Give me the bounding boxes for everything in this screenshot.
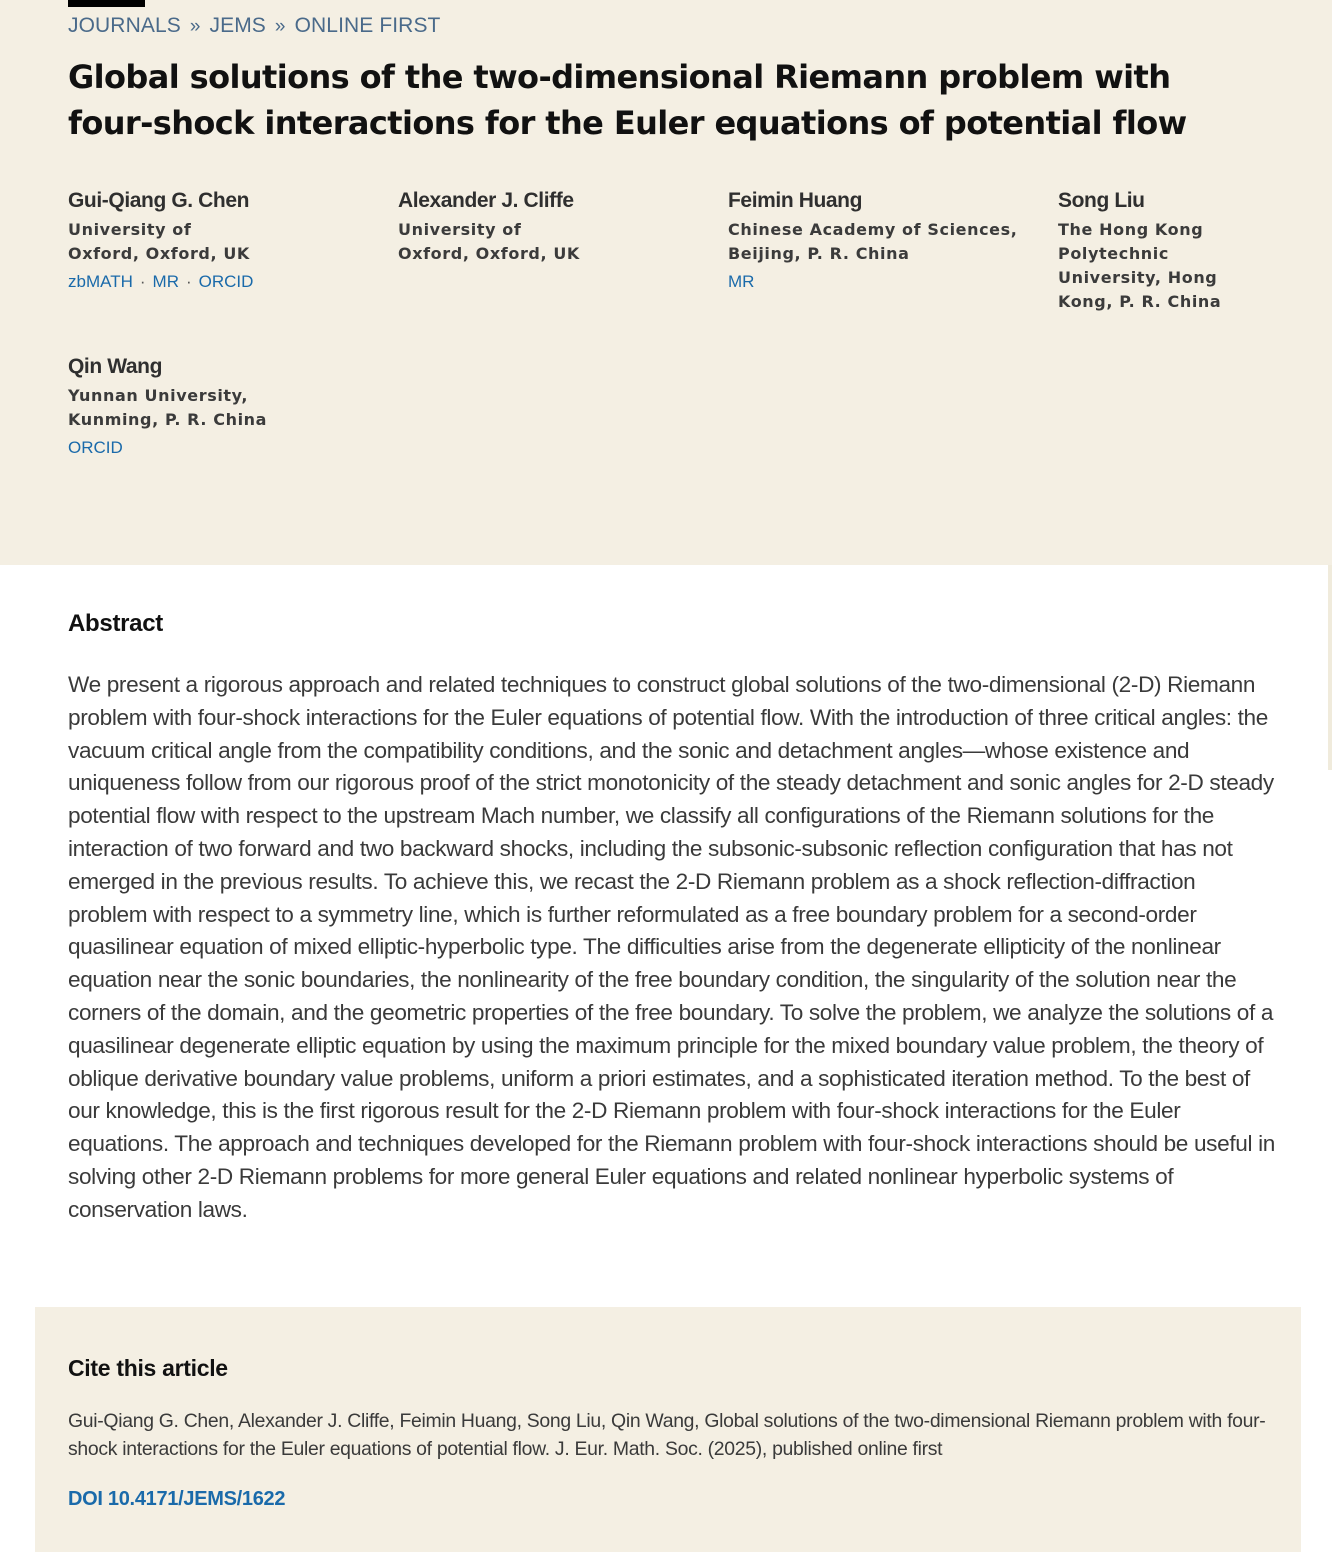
breadcrumb-online-first[interactable]: ONLINE FIRST — [294, 14, 441, 37]
author-card — [728, 186, 1058, 314]
author-name: Qin Wang — [68, 355, 163, 378]
breadcrumb-jems[interactable]: JEMS — [209, 14, 266, 37]
abstract-heading: Abstract — [68, 610, 163, 637]
author-affiliation: Chinese Academy of Sciences, Beijing, P. R. China — [728, 220, 1018, 263]
doi-link[interactable]: DOI 10.4171/JEMS/1622 — [68, 1488, 286, 1510]
author-links — [728, 270, 1058, 294]
author-list — [68, 186, 1298, 460]
author-links — [68, 436, 398, 460]
author-card — [1058, 186, 1298, 314]
breadcrumb-separator: » — [274, 16, 286, 37]
breadcrumb — [68, 14, 440, 38]
mr-link[interactable]: MR — [728, 272, 755, 291]
author-name: Gui-Qiang G. Chen — [68, 189, 250, 212]
cite-article-box — [35, 1307, 1301, 1552]
citation-text: Gui-Qiang G. Chen, Alexander J. Cliffe, Feimin Huang, Song Liu, Qin Wang, Global solutions of the two-dimensional Riemann problem with four-shock interactions for the Euler equations of potential flow. J. Eur. Math. Soc. (2025), published online first — [68, 1410, 1266, 1460]
link-separator: · — [139, 272, 146, 291]
author-affiliation: University of Oxford, Oxford, UK — [68, 220, 250, 263]
article-header — [0, 0, 1332, 565]
author-card — [398, 186, 728, 314]
author-affiliation: University of Oxford, Oxford, UK — [398, 220, 580, 263]
zbmath-link[interactable]: zbMATH — [68, 272, 133, 291]
breadcrumb-journals[interactable]: JOURNALS — [68, 14, 181, 37]
abstract-text: We present a rigorous approach and related techniques to construct global solutions of the two-dimensional (2-D) Riemann problem with four-shock interactions for the Euler equations of potential flow. With the introduction of three critical angles: the vacuum critical angle from the compatibility conditions, and the sonic and detachment angles—whose existence and uniqueness follow from our rigorous proof of the strict monotonicity of the steady detachment and sonic angles for 2-D steady potential flow with respect to the upstream Mach number, we classify all configurations of the Riemann solutions for the interaction of two forward and two backward shocks, including the subsonic-subsonic reflection configuration that has not emerged in the previous results. To achieve this, we recast the 2-D Riemann problem as a shock reflection-diffraction problem with respect to a symmetry line, which is further reformulated as a free boundary problem for a second-order quasilinear equation of mixed elliptic-hyperbolic type. The difficulties arise from the degenerate ellipticity of the nonlinear equation near the sonic boundaries, the nonlinearity of the free boundary condition, the singularity of the solution near the corners of the domain, and the geometric properties of the free boundary. To solve the problem, we analyze the solutions of a quasilinear degenerate elliptic equation by using the maximum principle for the mixed boundary value problem, the theory of oblique derivative boundary value problems, uniform a priori estimates, and a sophisticated iteration method. To the best of our knowledge, this is the first rigorous result for the 2-D Riemann problem with four-shock interactions for the Euler equations. The approach and techniques developed for the Riemann problem with four-shock interactions should be useful in solving other 2-D Riemann problems for more general Euler equations and related nonlinear hyperbolic systems of conservation laws. — [68, 672, 1275, 1222]
orcid-link[interactable]: ORCID — [198, 272, 254, 291]
article-title: Global solutions of the two-dimensional Riemann problem with four-shock interactions for the Euler equations of potential flow — [68, 58, 1187, 142]
breadcrumb-separator: » — [189, 16, 201, 37]
author-name: Feimin Huang — [728, 189, 863, 212]
author-affiliation: Yunnan University, Kunming, P. R. China — [68, 386, 268, 429]
author-links — [68, 270, 398, 294]
author-card — [68, 352, 398, 460]
author-card — [68, 186, 398, 314]
author-name: Alexander J. Cliffe — [398, 189, 574, 212]
cite-heading: Cite this article — [68, 1355, 228, 1381]
link-separator: · — [185, 272, 192, 291]
author-affiliation: The Hong Kong Polytechnic University, Hong Kong, P. R. China — [1058, 220, 1222, 311]
active-nav-indicator — [68, 0, 145, 7]
author-name: Song Liu — [1058, 189, 1145, 212]
scrollbar[interactable] — [1328, 565, 1332, 770]
mr-link[interactable]: MR — [152, 272, 179, 291]
orcid-link[interactable]: ORCID — [68, 438, 123, 457]
